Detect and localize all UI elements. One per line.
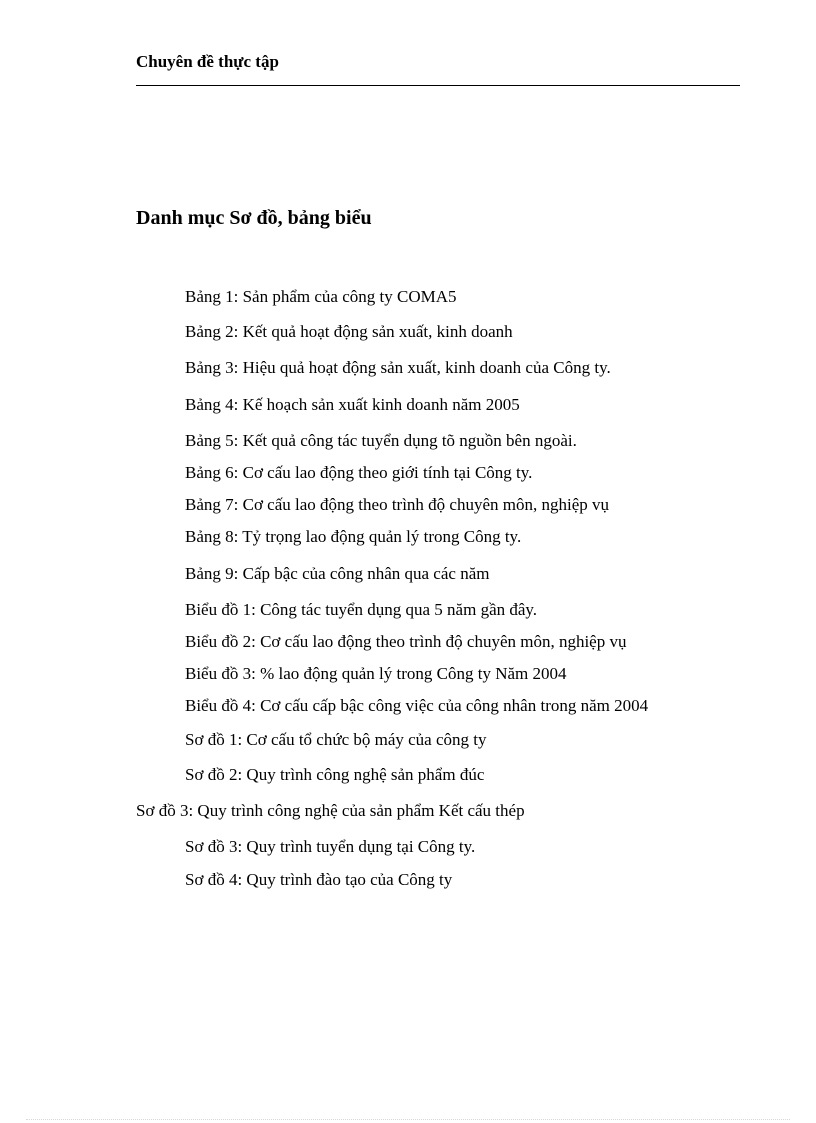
list-item: Bảng 8: Tỷ trọng lao động quản lý trong Công ty.: [185, 527, 522, 546]
list-item: Sơ đồ 3: Quy trình công nghệ của sản phẩm Kết cấu thép: [136, 801, 525, 820]
list-item: Biểu đồ 4: Cơ cấu cấp bậc công việc của công nhân trong năm 2004: [185, 696, 649, 715]
page-bottom-divider: [26, 1119, 790, 1120]
section-title: Danh mục Sơ đồ, bảng biểu: [136, 207, 372, 229]
list-item: Bảng 7: Cơ cấu lao động theo trình độ chuyên môn, nghiệp vụ: [185, 495, 610, 514]
list-item: Sơ đồ 4: Quy trình đào tạo của Công ty: [185, 870, 453, 889]
list-item: Bảng 4: Kế hoạch sản xuất kinh doanh năm 2005: [185, 395, 520, 414]
list-item: Sơ đồ 2: Quy trình công nghệ sản phẩm đúc: [185, 765, 485, 784]
list-item: Sơ đồ 3: Quy trình tuyển dụng tại Công ty.: [185, 837, 476, 856]
list-item: Bảng 6: Cơ cấu lao động theo giới tính tại Công ty.: [185, 463, 533, 482]
list-item: Bảng 3: Hiệu quả hoạt động sản xuất, kinh doanh của Công ty.: [185, 358, 611, 377]
header-rule: [136, 85, 740, 86]
list-item: Bảng 1: Sản phẩm của công ty COMA5: [185, 287, 457, 306]
list-item: Bảng 2: Kết quả hoạt động sản xuất, kinh doanh: [185, 322, 513, 341]
page-header-title: Chuyên đề thực tập: [136, 52, 279, 71]
list-item: Biểu đồ 2: Cơ cấu lao động theo trình độ chuyên môn, nghiệp vụ: [185, 632, 627, 651]
list-item: Bảng 5: Kết quả công tác tuyển dụng tõ nguồn bên ngoài.: [185, 431, 577, 450]
list-item: Sơ đồ 1: Cơ cấu tổ chức bộ máy của công ty: [185, 730, 487, 749]
list-item: Biểu đồ 3: % lao động quản lý trong Công ty Năm 2004: [185, 664, 567, 683]
list-item: Bảng 9: Cấp bậc của công nhân qua các năm: [185, 564, 490, 583]
list-item: Biểu đồ 1: Công tác tuyển dụng qua 5 năm gần đây.: [185, 600, 538, 619]
